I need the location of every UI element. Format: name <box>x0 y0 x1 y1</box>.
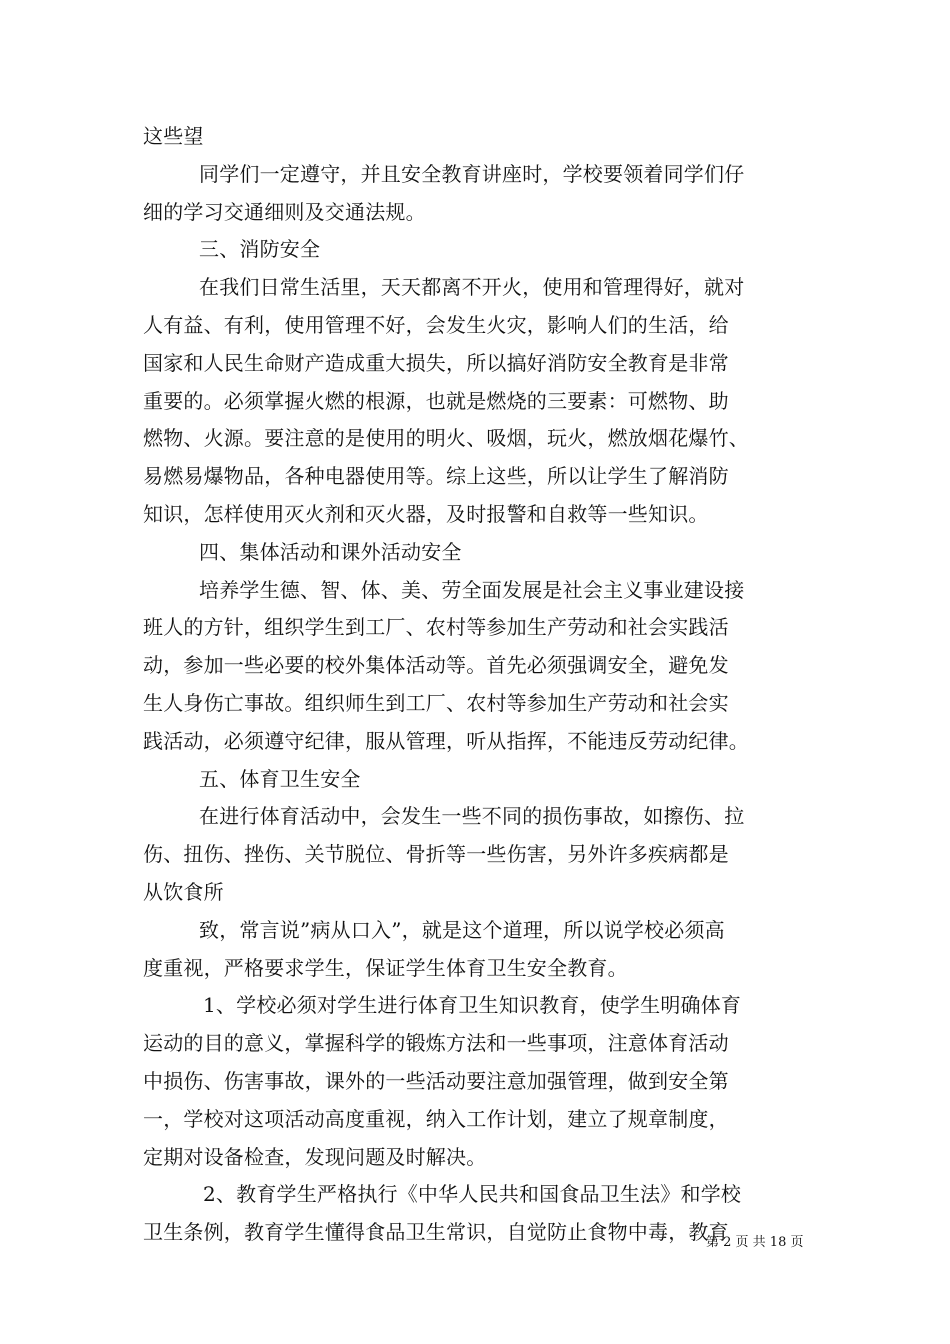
text-line: 国家和人民生命财产造成重大损失，所以搞好消防安全教育是非常 <box>143 350 729 375</box>
text-line: 伤、扭伤、挫伤、关节脱位、骨折等一些伤害，另外许多疾病都是 <box>143 842 729 867</box>
text-line: 从饮食所 <box>143 879 224 904</box>
text-line: 同学们一定遵守，并且安全教育讲座时，学校要领着同学们仔 <box>199 161 745 186</box>
text-line: 班人的方针，组织学生到工厂、农村等参加生产劳动和社会实践活 <box>143 615 729 640</box>
text-line: 中损伤、伤害事故，课外的一些活动要注意加强管理，做到安全第 <box>143 1068 729 1093</box>
text-line: 易燃易爆物品，各种电器使用等。综上这些，所以让学生了解消防 <box>143 464 729 489</box>
text-line: 度重视，严格要求学生，保证学生体育卫生安全教育。 <box>143 955 628 980</box>
text-line: 践活动，必须遵守纪律，服从管理，听从指挥，不能违反劳动纪律。 <box>143 728 749 753</box>
text-line: 定期对设备检查，发现问题及时解决。 <box>143 1144 487 1169</box>
text-line: 五、体育卫生安全 <box>199 766 361 791</box>
text-line: 卫生条例，教育学生懂得食品卫生常识，自觉防止食物中毒，教育 <box>143 1220 729 1245</box>
text-line: 知识，怎样使用灭火剂和灭火器，及时报警和自救等一些知识。 <box>143 501 709 526</box>
text-line: 细的学习交通细则及交通法规。 <box>143 199 426 224</box>
text-line: 四、集体活动和课外活动安全 <box>199 539 462 564</box>
text-line: 动，参加一些必要的校外集体活动等。首先必须强调安全，避免发 <box>143 653 729 678</box>
text-line: 人有益、有利，使用管理不好，会发生火灾，影响人们的生活，给 <box>143 312 729 337</box>
text-line: 一，学校对这项活动高度重视，纳入工作计划，建立了规章制度， <box>143 1106 729 1131</box>
text-line: 致，常言说”病从口入”，就是这个道理，所以说学校必须高 <box>199 917 725 942</box>
text-line: 在进行体育活动中，会发生一些不同的损伤事故，如擦伤、拉 <box>199 804 745 829</box>
text-line: 1、学校必须对学生进行体育卫生知识教育，使学生明确体育 <box>203 993 742 1018</box>
text-line: 三、消防安全 <box>199 237 321 262</box>
body-text <box>143 118 811 1252</box>
text-line: 这些望 <box>143 124 204 148</box>
text-line: 培养学生德、智、体、美、劳全面发展是社会主义事业建设接 <box>199 577 745 602</box>
text-line: 燃物、火源。要注意的是使用的明火、吸烟，玩火，燃放烟花爆竹、 <box>143 426 749 451</box>
text-line: 2、教育学生严格执行《中华人民共和国食品卫生法》和学校 <box>203 1182 742 1207</box>
text-line: 运动的目的意义，掌握科学的锻炼方法和一些事项，注意体育活动 <box>143 1031 729 1056</box>
text-line: 在我们日常生活里，天天都离不开火，使用和管理得好，就对 <box>199 275 745 300</box>
text-line: 生人身伤亡事故。组织师生到工厂、农村等参加生产劳动和社会实 <box>143 690 729 715</box>
page-number: 第 2 页 共 18 页 <box>706 1235 804 1250</box>
text-line: 重要的。必须掌握火燃的根源，也就是燃烧的三要素：可燃物、助 <box>143 388 729 413</box>
